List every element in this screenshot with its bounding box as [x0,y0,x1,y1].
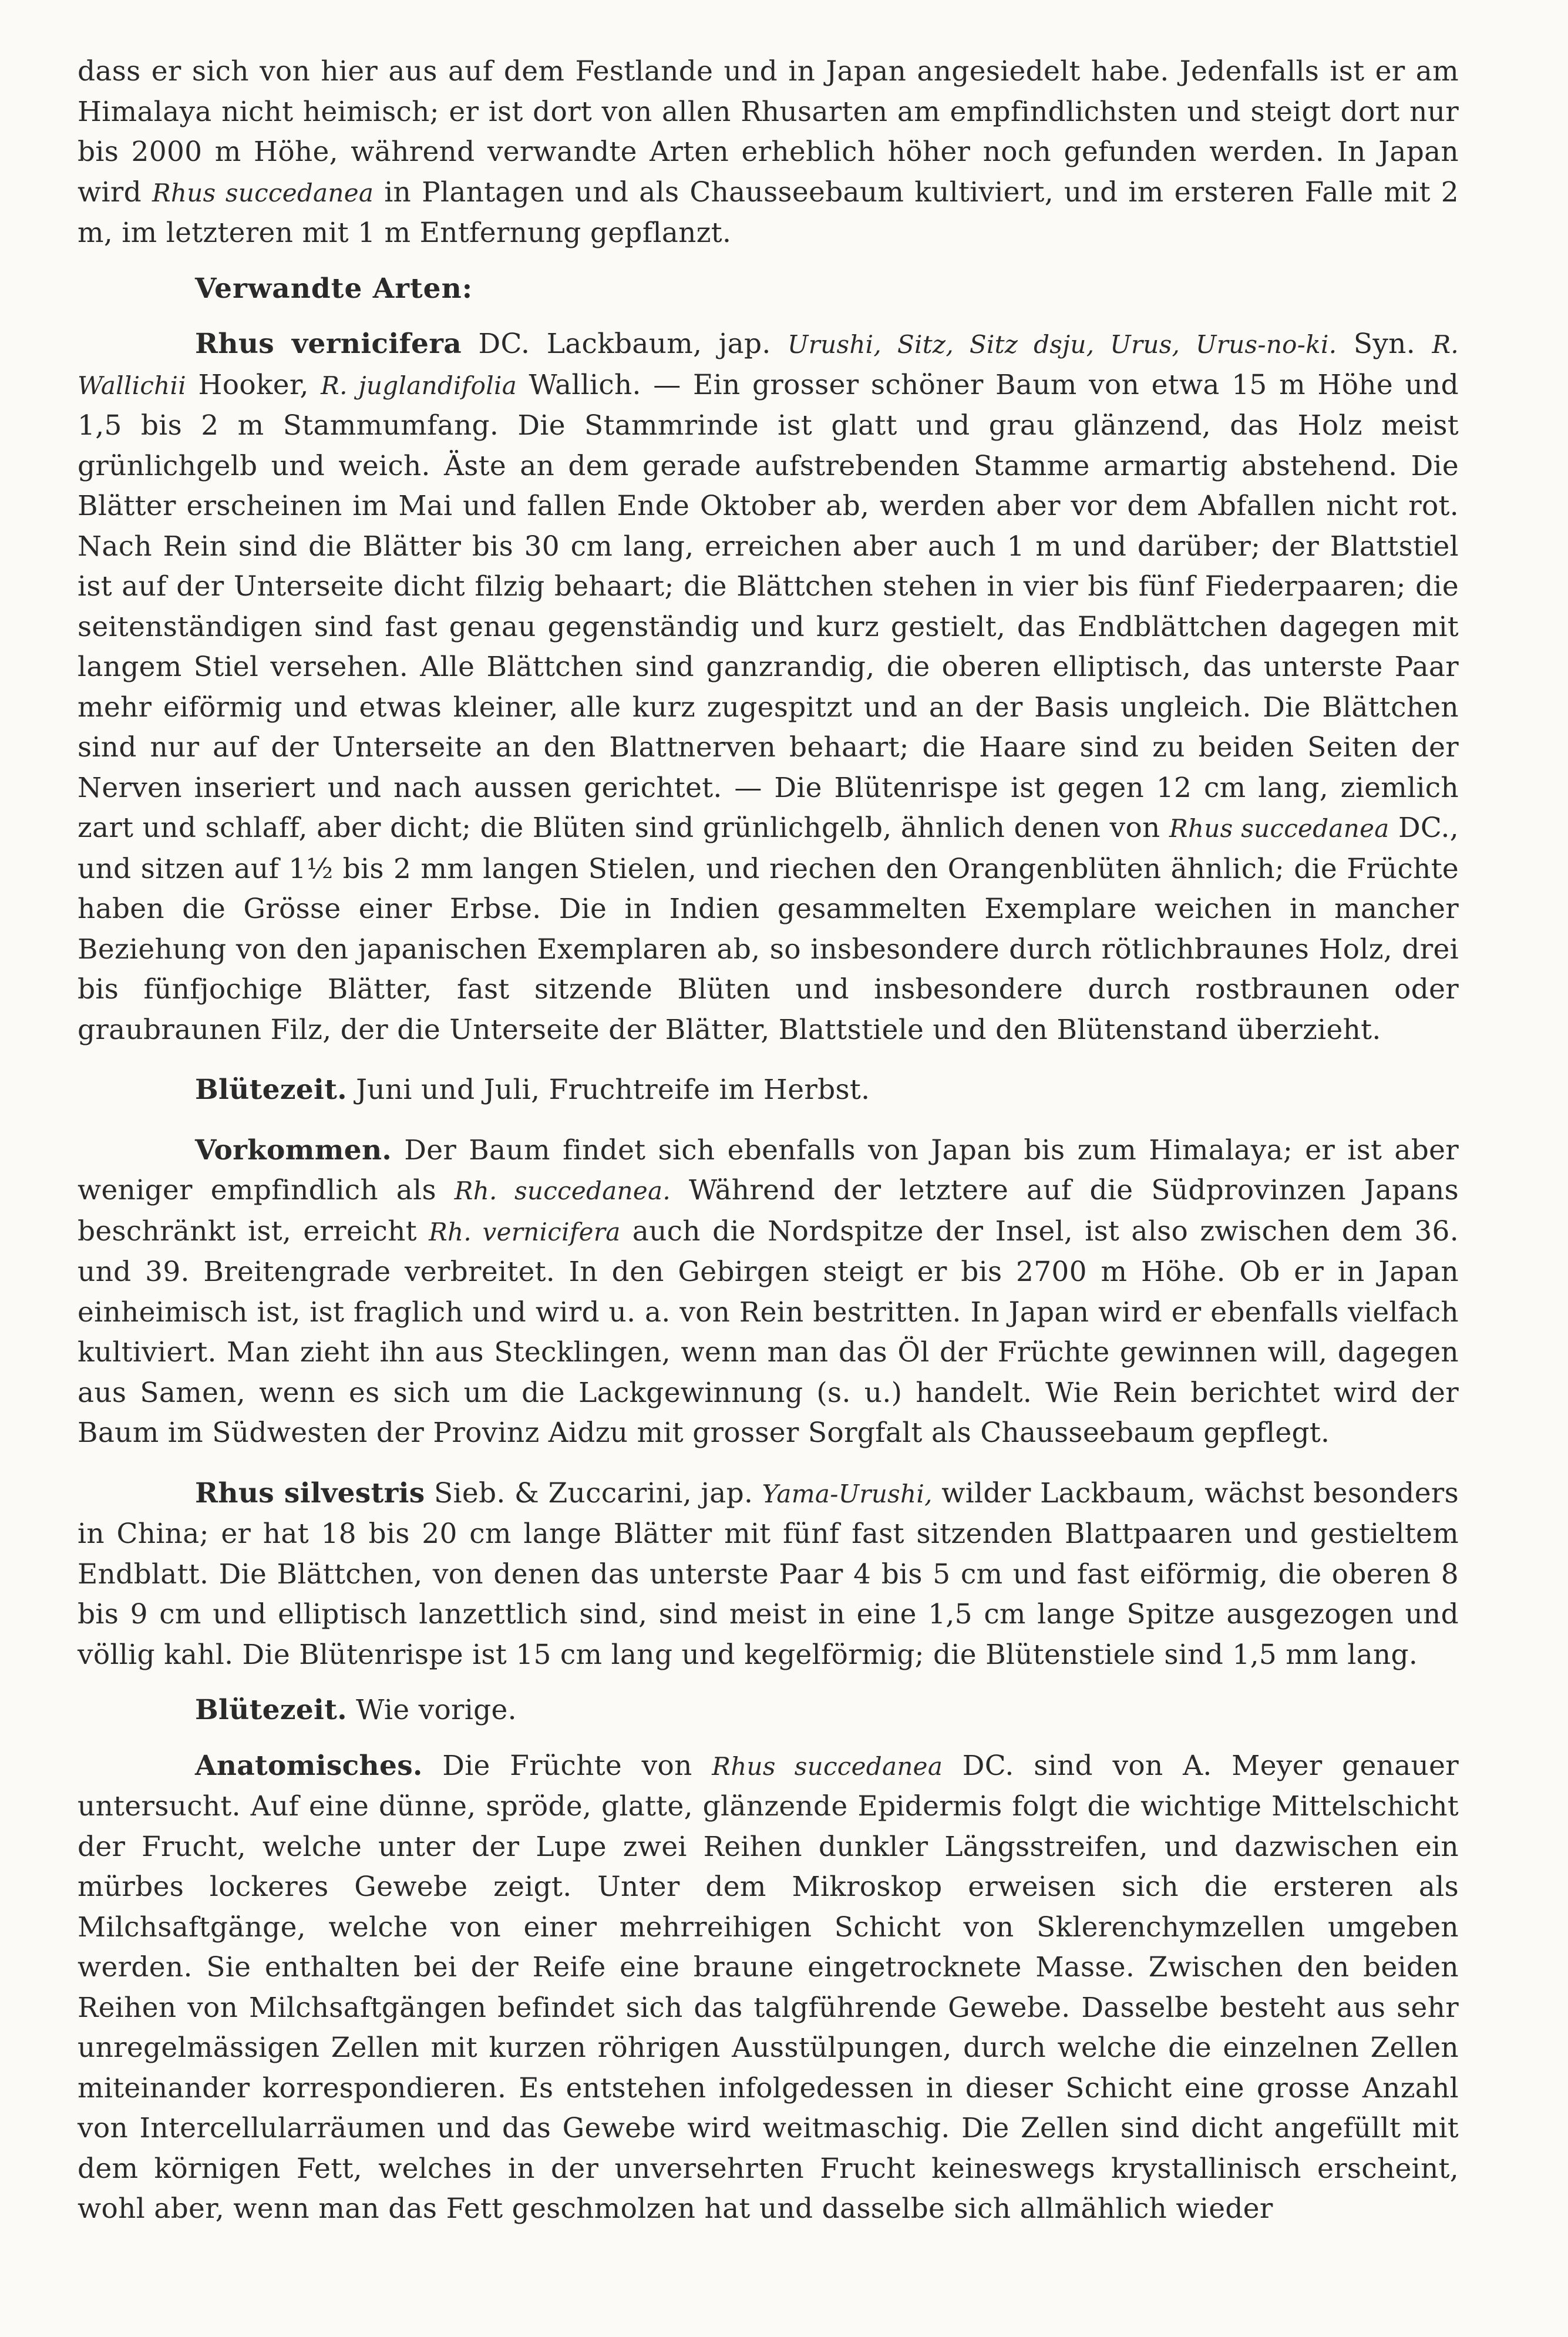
paragraph-intro [78,52,1459,254]
vorkommen-i2: Rh. vernicifera [429,1217,621,1246]
bluetezeit-title: Blütezeit. [195,1074,347,1106]
vernicifera-title: Rhus vernicifera [195,328,462,360]
vernicifera-t4: Wallich. — Ein grosser schöner Baum von etwa 15 m Höhe und 1,5 bis 2 m Stammumfang. Die Stammrinde ist glatt und grau glänzend, das Holz meist grünlichgelb und weich. Äste an dem gerade aufstrebenden Stamme armartig abstehend. Die Blätter erscheinen im Mai und fallen Ende Oktober ab, werden aber vor dem Abfallen nicht rot. Nach Rein sind die Blätter bis 30 cm lang, erreichen aber auch 1 m und darüber; der Blattstiel ist auf der Unterseite dicht filzig behaart; die Blättchen stehen in vier bis fünf Fiederpaaren; die seitenständigen sind fast genau gegenständig und kurz gestielt, das Endblättchen dagegen mit langem Stiel versehen. Alle Blättchen sind ganzrandig, die oberen elliptisch, das unterste Paar mehr eiförmig und etwas kleiner, alle kurz zugespitzt und an der Basis ungleich. Die Blättchen sind nur auf der Unterseite an den Blattnerven behaart; die Haare sind zu beiden Seiten der Nerven inseriert und nach aussen gerichtet. — Die Blütenrispe ist gegen 12 cm lang, ziemlich zart und schlaff, aber dicht; die Blüten sind grünlichgelb, ähnlich denen von [78,368,1459,844]
paragraph-vorkommen [78,1131,1459,1454]
bluetezeit2-text: Wie vorige. [346,1694,517,1726]
vernicifera-t3: Hooker, [186,368,321,401]
anatomisches-t1: Die Früchte von [422,1749,712,1782]
vernicifera-i4: Rhus succedanea [1169,814,1389,843]
bluetezeit-text: Juni und Juli, Fruchtreife im Herbst. [346,1074,870,1106]
heading-verwandte-arten: Verwandte Arten: [195,272,473,305]
paragraph-bluetezeit-2 [78,1690,1459,1731]
vorkommen-t3: auch die Nordspitze der Insel, ist also zwischen dem 36. und 39. Breitengrade verbreitet. In den Gebirgen steigt er bis 2700 m Höhe. Ob er in Japan einheimisch ist, ist fraglich und wird u. a. von Rein bestritten. In Japan wird er ebenfalls vielfach kultiviert. Man zieht ihn aus Stecklingen, wenn man das Öl der Früchte gewinnen will, dagegen aus Samen, wenn es sich um die Lackgewinnung (s. u.) handelt. Wie Rein berichtet wird der Baum im Südwesten der Provinz Aidzu mit grosser Sorgfalt als Chausseebaum gepflegt. [78,1215,1459,1449]
anatomisches-title: Anatomisches. [195,1749,423,1782]
bluetezeit2-title: Blütezeit. [195,1694,347,1726]
intro-text-end: in Plantagen und als Chausseebaum kultiviert, und im ersteren Falle mit 2 m, im letzteren mit 1 m Entfernung gepflanzt. [78,176,1459,249]
vorkommen-title: Vorkommen. [195,1134,392,1166]
vorkommen-t1: Der Baum findet sich ebenfalls von Japan bis zum Himalaya; er ist aber weniger empfindlich als [78,1134,1459,1206]
silvestris-i1: Yama-Urushi, [762,1479,933,1508]
silvestris-t1: Sieb. & Zuccarini, jap. [425,1477,762,1509]
silvestris-title: Rhus silvestris [195,1477,425,1509]
vernicifera-i2: R. Wallichii [78,330,1459,400]
vorkommen-i1: Rh. succedanea. [454,1176,671,1205]
vernicifera-t1: DC. Lackbaum, jap. [462,328,788,360]
vernicifera-t2: Syn. [1337,328,1432,360]
page-text [78,52,1459,2230]
vorkommen-t2: Während der letztere auf die Südprovinzen Japans beschränkt ist, erreicht [78,1174,1459,1247]
vernicifera-i1: Urushi, Sitz, Sitz dsju, Urus, Urus-no-ki. [788,330,1337,359]
vernicifera-t5: DC., und sitzen auf 1½ bis 2 mm langen Stielen, und riechen den Orangenblüten ähnlich; die Früchte haben die Grösse einer Erbse. Die in Indien gesammelten Exemplare weichen in mancher Beziehung von den japanischen Exemplaren ab, so insbesondere durch rötlichbraunes Holz, drei bis fünfjochige Blätter, fast sitzende Blüten und insbesondere durch rostbraunen oder graubraunen Filz, der die Unterseite der Blätter, Blattstiele und den Blütenstand überzieht. [78,812,1459,1046]
paragraph-rhus-vernicifera [78,324,1459,1050]
silvestris-t2: wilder Lackbaum, wächst besonders in China; er hat 18 bis 20 cm lange Blätter mit fünf fast sitzenden Blattpaaren und gestieltem Endblatt. Die Blättchen, von denen das unterste Paar 4 bis 5 cm und fast eiförmig, die oberen 8 bis 9 cm und elliptisch lanzettlich sind, sind meist in eine 1,5 cm lange Spitze ausgezogen und völlig kahl. Die Blütenrispe ist 15 cm lang und kegelförmig; die Blütenstiele sind 1,5 mm lang. [78,1477,1459,1671]
paragraph-rhus-silvestris [78,1474,1459,1676]
intro-text: dass er sich von hier aus auf dem Festlande und in Japan angesiedelt habe. Jedenfalls ist er am Himalaya nicht heimisch; er ist dort von allen Rhusarten am empfindlichsten und steigt dort nur bis 2000 m Höhe, während verwandte Arten erheblich höher noch gefunden werden. In Japan wird [78,55,1459,209]
paragraph-anatomisches [78,1746,1459,2230]
anatomisches-t2: DC. sind von A. Meyer genauer untersucht. Auf eine dünne, spröde, glatte, glänzende Epidermis folgt die wichtige Mittelschicht der Frucht, welche unter der Lupe zwei Reihen dunkler Längsstreifen, und dazwischen ein mürbes lockeres Gewebe zeigt. Unter dem Mikroskop erweisen sich die ersteren als Milchsaftgänge, welche von einer mehrreihigen Schicht von Sklerenchymzellen umgeben werden. Sie enthalten bei der Reife eine braune eingetrocknete Masse. Zwischen den beiden Reihen von Milchsaftgängen befindet sich das talgführende Gewebe. Dasselbe besteht aus sehr unregelmässigen Zellen mit kurzen röhrigen Ausstülpungen, durch welche die einzelnen Zellen miteinander korrespondieren. Es entstehen infolgedessen in dieser Schicht eine grosse Anzahl von Intercellularräumen und das Gewebe wird weitmaschig. Die Zellen sind dicht angefüllt mit dem körnigen Fett, welches in der unversehrten Frucht keineswegs krystallinisch erscheint, wohl aber, wenn man das Fett geschmolzen hat und dasselbe sich allmählich wieder [78,1749,1459,2225]
intro-italic: Rhus succedanea [152,178,374,207]
paragraph-bluetezeit-1 [78,1070,1459,1111]
anatomisches-i1: Rhus succedanea [712,1751,943,1781]
vernicifera-i3: R. juglandifolia [321,371,517,400]
